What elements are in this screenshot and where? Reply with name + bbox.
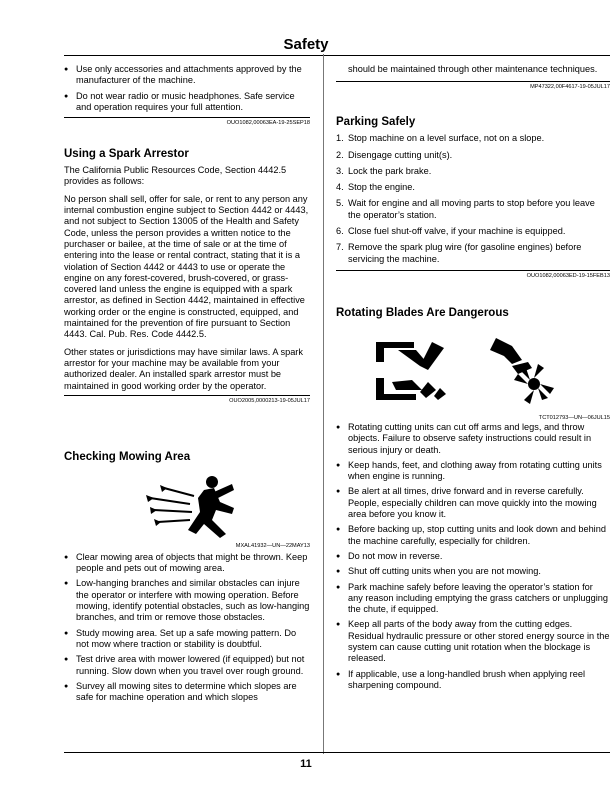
mowing-bullet-list: [64, 552, 310, 704]
list-item: ● Before backing up, stop cutting units and look down and behind the machine carefully, especially for children.: [336, 524, 610, 547]
list-item: 6. Close fuel shut-off valve, if your machine is equipped.: [336, 226, 566, 237]
list-item: ● Clear mowing area of objects that might be thrown. Keep people and pets out of mowing area.: [64, 552, 310, 575]
continued-text: should be maintained through other maintenance techniques.: [348, 64, 598, 74]
list-item: ● Park machine safely before leaving the operator’s station for any reason including emptying the grass catchers or unplugging the chute, if equipped.: [336, 582, 610, 616]
reference-code: MP47322,00F4617-19-05JUL17: [530, 84, 610, 91]
section-divider: [64, 395, 310, 396]
rotating-blades-figure: [336, 324, 610, 422]
header-rule: [64, 55, 610, 56]
reference-code: OUO2005,0000213-19-05JUL17: [229, 397, 310, 404]
parking-steps-list: [336, 133, 610, 265]
reference-code: OUO1082,00063EA-19-25SEP18: [226, 120, 310, 127]
list-item: 1. Stop machine on a level surface, not on a slope.: [336, 133, 545, 144]
thrown-objects-warning-icon: [64, 468, 310, 542]
paragraph: The California Public Resources Code, Section 4442.5 provides as follows:: [64, 165, 287, 187]
left-column: [64, 64, 310, 707]
list-item: 7. Remove the spark plug wire (for gasoline engines) before servicing the machine.: [336, 242, 582, 264]
paragraph: Other states or jurisdictions may have similar laws. A spark arrestor for your machine may be available from your authorized dealer. An installed spark arrestor must be maintained in good working order by the operator.: [64, 346, 303, 391]
list-item: 2. Disengage cutting unit(s).: [336, 149, 453, 160]
list-item: ● Keep all parts of the body away from the cutting edges. Residual hydraulic pressure or other stored energy source in the system can cause cutting unit rotation when the blockage is released.: [336, 619, 610, 664]
page-number: 11: [300, 758, 312, 770]
section-divider: [336, 81, 610, 82]
reference-code: OUO1082,00063ED-19-15FEB13: [526, 272, 610, 279]
section-heading-checking-mowing-area: Checking Mowing Area: [64, 450, 191, 463]
blades-bullet-list: [336, 422, 610, 691]
list-item: ● If applicable, use a long-handled brush when applying reel sharpening compound.: [336, 669, 610, 692]
list-item: 5. Wait for engine and all moving parts to stop before you leave the operator’s station.: [336, 198, 595, 220]
section-divider: [336, 270, 610, 271]
footer-rule: [64, 752, 610, 753]
list-item: 3. Lock the park brake.: [336, 165, 432, 176]
right-column: [336, 64, 610, 695]
intro-bullet-list: [64, 64, 310, 113]
list-item: 4. Stop the engine.: [336, 182, 415, 193]
rotating-blades-warning-icon: [336, 328, 610, 418]
column-divider: [323, 54, 324, 754]
list-item: ● Use only accessories and attachments approved by the manufacturer of the machine.: [64, 64, 310, 87]
list-item: ● Low-hanging branches and similar obstacles can injure the operator or interfere with mowing operation. Before mowing, identify potential obstacles, such as low-hanging branches, and trim or remove those obstacles.: [64, 578, 310, 623]
list-item: ● Shut off cutting units when you are not mowing.: [336, 566, 610, 577]
list-item: ● Do not mow in reverse.: [336, 551, 610, 562]
section-heading-rotating-blades: Rotating Blades Are Dangerous: [336, 306, 509, 319]
section-heading-spark-arrestor: Using a Spark Arrestor: [64, 148, 189, 161]
section-heading-parking-safely: Parking Safely: [336, 116, 416, 129]
figure-code: TCT012793—UN—06JUL15: [538, 414, 610, 421]
list-item: ● Survey all mowing sites to determine which slopes are safe for machine operation and which slopes: [64, 681, 310, 704]
list-item: ● Keep hands, feet, and clothing away from rotating cutting units when engine is running.: [336, 460, 610, 483]
thrown-objects-figure: [64, 468, 310, 552]
paragraph: No person shall sell, offer for sale, or rent to any person any internal combustion engine subject to Section 4442 or 4443, and not subject to Section 13005 of the Health and Safety Code, unless the person provides a written notice to the purchaser or bailee, at the time of sale or at the time of entering into the lease or rental contract, stating that it is a violation of Section 4442 or 4443 to use or operate the engine on any forest-covered, brush-covered, or grass-covered land unless the engine is equipped with a spark arrestor, as defined in Section 4442, maintained in effective working order or the engine is constructed, equipped, and maintained for the prevention of fire pursuant to Section 4443. Cal. Pub. Res. Code 4442.5.: [64, 193, 309, 340]
list-item: ● Do not wear radio or music headphones. Safe service and operation requires your full attention.: [64, 91, 310, 114]
list-item: ● Study mowing area. Set up a safe mowing pattern. Do not mow where traction or stability is doubtful.: [64, 628, 310, 651]
figure-code: MXAL41932—UN—22MAY13: [235, 542, 310, 549]
list-item: ● Rotating cutting units can cut off arms and legs, and throw objects. Failure to observe safety instructions could result in serious injury or death.: [336, 422, 610, 456]
list-item: ● Test drive area with mower lowered (if equipped) but not running. Slow down when you travel over rough ground.: [64, 654, 310, 677]
list-item: ● Be alert at all times, drive forward and in reverse carefully. People, especially children can move quickly into the mowing area before you know it.: [336, 486, 610, 520]
section-divider: [64, 117, 310, 118]
page-title: Safety: [283, 36, 329, 53]
